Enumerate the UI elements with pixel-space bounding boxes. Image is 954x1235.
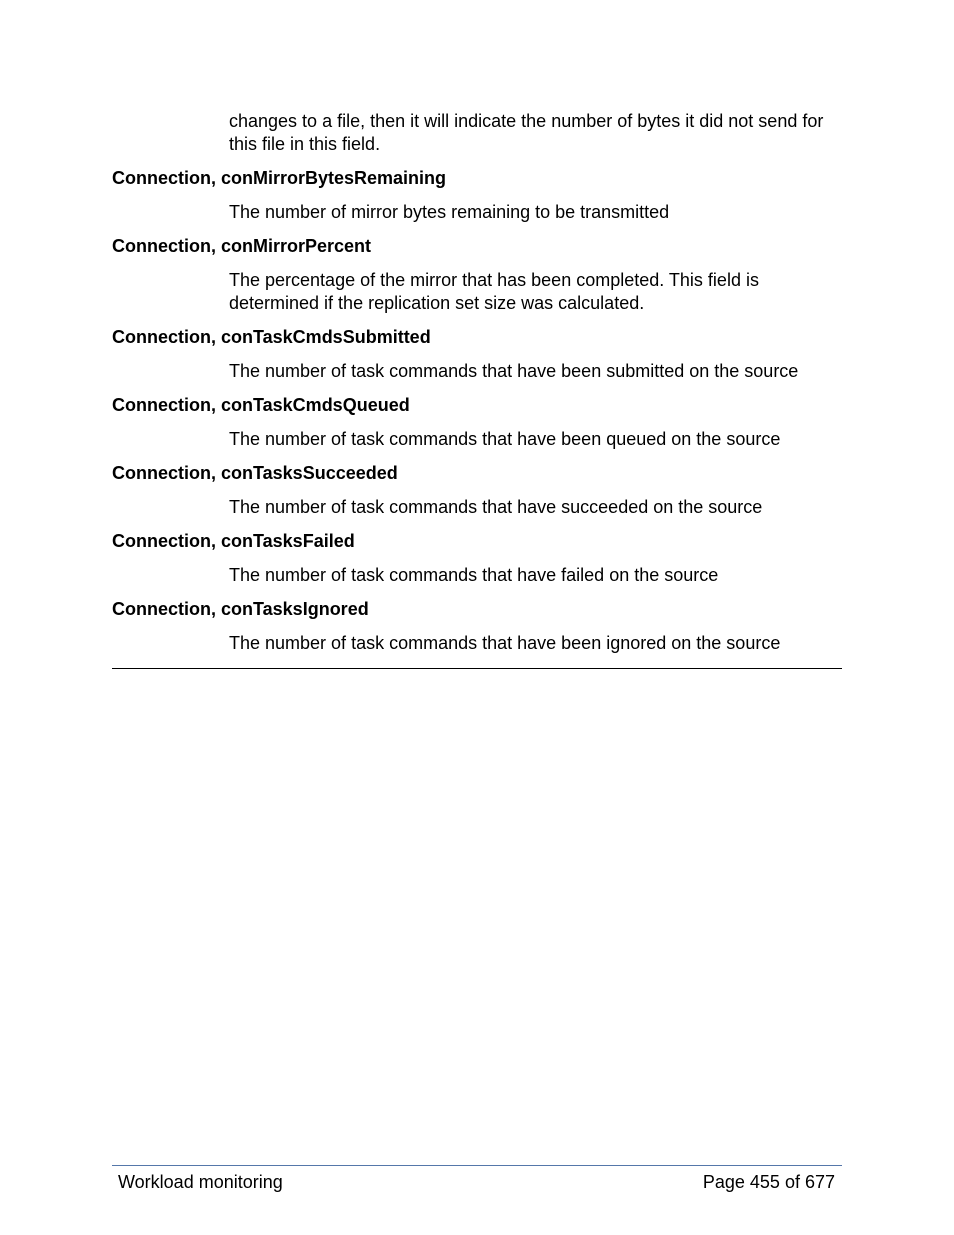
term-con-task-cmds-submitted: Connection, conTaskCmdsSubmitted: [112, 327, 431, 347]
description-con-mirror-bytes-remaining: The number of mirror bytes remaining to be transmitted: [229, 202, 670, 222]
term-con-tasks-failed: Connection, conTasksFailed: [112, 531, 355, 551]
document-body: [112, 110, 842, 677]
term-con-tasks-succeeded: Connection, conTasksSucceeded: [112, 463, 398, 483]
term-con-mirror-bytes-remaining: Connection, conMirrorBytesRemaining: [112, 168, 447, 188]
term-con-task-cmds-queued: Connection, conTaskCmdsQueued: [112, 395, 410, 415]
continued-description: changes to a file, then it will indicate the number of bytes it did not send for this file in this field.: [229, 111, 824, 154]
footer-divider: [112, 1165, 842, 1166]
term-con-mirror-percent: Connection, conMirrorPercent: [112, 236, 372, 256]
description-con-mirror-percent: The percentage of the mirror that has been completed. This field is determined if the replication set size was calculated.: [229, 270, 759, 313]
section-end-divider: [112, 668, 842, 669]
description-con-tasks-succeeded: The number of task commands that have succeeded on the source: [229, 497, 763, 517]
footer-page-number: Page 455 of 677: [702, 1172, 835, 1192]
footer-section-title: Workload monitoring: [118, 1172, 283, 1192]
description-con-task-cmds-submitted: The number of task commands that have been submitted on the source: [229, 361, 799, 381]
description-con-tasks-failed: The number of task commands that have failed on the source: [229, 565, 719, 585]
description-con-task-cmds-queued: The number of task commands that have been queued on the source: [229, 429, 781, 449]
term-con-tasks-ignored: Connection, conTasksIgnored: [112, 599, 369, 619]
description-con-tasks-ignored: The number of task commands that have been ignored on the source: [229, 633, 781, 653]
